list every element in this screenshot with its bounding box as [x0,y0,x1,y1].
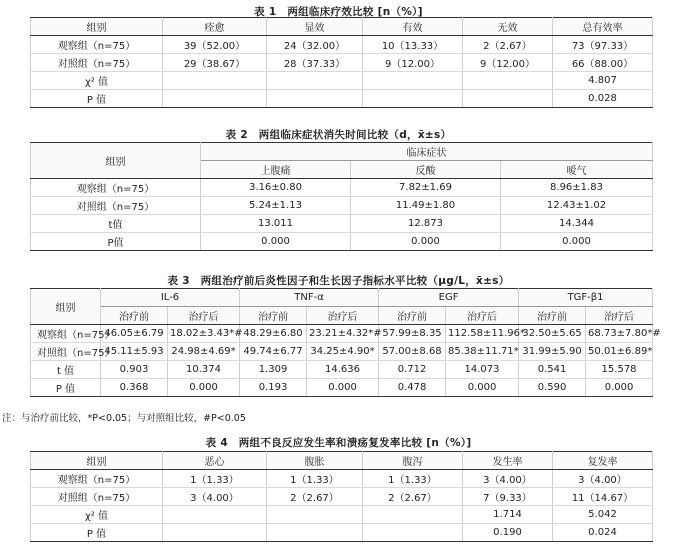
row-label: 对照组（n=75） [31,54,163,72]
table-cell: 14.636 [307,361,379,379]
row-label: 对照组（n=75） [31,488,163,506]
table1-column-header: 无效 [463,18,553,36]
row-label: 观察组（n=75） [31,36,163,54]
table-cell: 3（4.00） [163,488,267,506]
table-cell [267,90,363,108]
table1 [30,17,653,108]
table1-column-header: 组别 [31,18,163,36]
row-label: 对照组（n=75） [31,197,201,215]
table3-group-header: 组别 [31,289,101,325]
table4-column-header: 复发率 [553,452,653,470]
table-cell: 0.478 [379,379,446,397]
table-cell: 23.21±4.32*# [307,325,379,343]
table1-column-header: 痊愈 [163,18,267,36]
table-cell: 0.028 [553,90,653,108]
table-cell: 0.368 [101,379,168,397]
table2-subheader: 反酸 [351,161,501,179]
table3-factor-header: TGF-β1 [519,289,653,307]
table-cell: 11.49±1.80 [351,197,501,215]
table-cell: 0.712 [379,361,446,379]
table-cell: 7.82±1.69 [351,179,501,197]
table-cell: 49.74±6.77 [240,343,307,361]
table-cell [363,90,463,108]
table-cell: 45.11±5.93 [101,343,168,361]
table-cell: 0.000 [201,233,351,251]
table-cell [463,72,553,90]
table-row [31,54,653,72]
row-label: P值 [31,233,201,251]
table-row [31,470,653,488]
table-row [31,90,653,108]
table-cell: 24.98±4.69* [168,343,240,361]
table1-header-row [31,18,653,36]
table-cell: 0.000 [168,379,240,397]
table4-column-header: 腹泻 [363,452,463,470]
table-cell [363,506,463,524]
table-cell: 0.190 [463,524,553,542]
table3-subheader: 治疗后 [168,307,240,325]
table-cell: 57.00±8.68 [379,343,446,361]
table4-column-header: 腹胀 [267,452,363,470]
table-cell: 0.000 [446,379,519,397]
table2-caption: 表 2 两组临床症状消失时间比较（d，x̄±s） [225,129,452,141]
table4-header-row [31,452,653,470]
table-cell: 112.58±11.96* [446,325,519,343]
table-cell: 0.903 [101,361,168,379]
table-cell: 66（88.00） [553,54,653,72]
table-cell: 0.193 [240,379,307,397]
table-cell: 4.807 [553,72,653,90]
table-cell: 9（12.00） [363,54,463,72]
table-cell: 24（32.00） [267,36,363,54]
table3-note: 注：与治疗前比较，*P<0.05；与对照组比较，#P<0.05 [2,413,246,424]
table-cell: 0.000 [307,379,379,397]
table1-column-header: 总有效率 [553,18,653,36]
row-label: 观察组（n=75） [31,470,163,488]
table4-column-header: 恶心 [163,452,267,470]
table-cell [163,524,267,542]
table-row [31,361,653,379]
table-cell: 3.16±0.80 [201,179,351,197]
table4 [30,451,653,542]
table-row [31,488,653,506]
table3-factor-header: IL-6 [101,289,240,307]
table1-column-header: 显效 [267,18,363,36]
table-cell: 39（52.00） [163,36,267,54]
table3-subheader-row [31,307,653,325]
table-cell: 0.024 [553,524,653,542]
table-cell [463,90,553,108]
table-cell: 1.714 [463,506,553,524]
table-cell: 85.38±11.71* [446,343,519,361]
table-cell: 8.96±1.83 [501,179,653,197]
table-cell: 0.590 [519,379,586,397]
table-cell: 57.99±8.35 [379,325,446,343]
table-cell: 1.309 [240,361,307,379]
table-cell: 15.578 [586,361,653,379]
table-cell: 5.042 [553,506,653,524]
table-cell: 28（37.33） [267,54,363,72]
table2-span-header: 临床症状 [201,143,653,161]
table-cell: 9（12.00） [463,54,553,72]
table-row [31,72,653,90]
table-cell: 11（14.67） [553,488,653,506]
row-label: P 值 [31,524,163,542]
table-cell: 1（1.33） [267,470,363,488]
table-row [31,343,653,361]
table-cell [267,72,363,90]
table-cell [163,506,267,524]
table-cell: 14.344 [501,215,653,233]
table-row [31,506,653,524]
table-cell: 12.43±1.02 [501,197,653,215]
table-cell: 1（1.33） [363,470,463,488]
table-cell: 50.01±6.89* [586,343,653,361]
table-cell: 34.25±4.90* [307,343,379,361]
table2-group-header: 组别 [31,143,201,179]
row-label: χ² 值 [31,506,163,524]
table-cell: 0.541 [519,361,586,379]
table-cell [267,506,363,524]
table2-subheader: 嗳气 [501,161,653,179]
table1-column-header: 有效 [363,18,463,36]
table2-header-row [31,143,653,161]
table-cell: 5.24±1.13 [201,197,351,215]
table-row [31,524,653,542]
table-row [31,233,653,251]
table-cell: 0.000 [501,233,653,251]
table-cell [163,72,267,90]
table-row [31,197,653,215]
table3-subheader: 治疗前 [101,307,168,325]
table-cell: 46.05±6.79 [101,325,168,343]
table2 [30,142,653,251]
table-cell: 3（4.00） [463,470,553,488]
table3-factor-header: TNF-α [240,289,379,307]
table3-subheader: 治疗前 [379,307,446,325]
table-cell: 68.73±7.80*# [586,325,653,343]
table-cell: 29（38.67） [163,54,267,72]
table-cell: 48.29±6.80 [240,325,307,343]
table-cell [363,524,463,542]
table-cell: 0.000 [586,379,653,397]
row-label: t 值 [31,361,101,379]
table-cell: 0.000 [351,233,501,251]
table-cell: 12.873 [351,215,501,233]
table-row [31,325,653,343]
table-cell: 2（2.67） [267,488,363,506]
table3-subheader: 治疗前 [240,307,307,325]
table-cell: 18.02±3.43*# [168,325,240,343]
table-cell [363,72,463,90]
table-cell: 1（1.33） [163,470,267,488]
table1-caption: 表 1 两组临床疗效比较 [n（%）] [254,6,423,18]
table-row [31,179,653,197]
table4-column-header: 发生率 [463,452,553,470]
table-row [31,36,653,54]
table-cell: 14.073 [446,361,519,379]
table-cell: 3（4.00） [553,470,653,488]
table3-header-row [31,289,653,307]
table3-subheader: 治疗后 [586,307,653,325]
row-label: 对照组（n=75） [31,343,101,361]
table-row [31,379,653,397]
table-row [31,215,653,233]
table4-caption: 表 4 两组不良反应发生率和溃疡复发率比较 [n（%）] [205,437,472,449]
row-label: t值 [31,215,201,233]
table-cell: 73（97.33） [553,36,653,54]
table-cell [163,90,267,108]
table4-column-header: 组别 [31,452,163,470]
row-label: χ² 值 [31,72,163,90]
row-label: 观察组（n=75） [31,325,101,343]
table-cell: 13.011 [201,215,351,233]
table-cell: 2（2.67） [363,488,463,506]
table-cell [267,524,363,542]
table-cell: 31.99±5.90 [519,343,586,361]
table3-caption: 表 3 两组治疗前后炎性因子和生长因子指标水平比较（μg/L，x̄±s） [167,275,510,287]
table-cell: 7（9.33） [463,488,553,506]
table-cell: 10.374 [168,361,240,379]
row-label: 观察组（n=75） [31,179,201,197]
table3-subheader: 治疗后 [446,307,519,325]
table3-factor-header: EGF [379,289,519,307]
table-cell: 32.50±5.65 [519,325,586,343]
row-label: P 值 [31,379,101,397]
row-label: P 值 [31,90,163,108]
table3-subheader: 治疗后 [307,307,379,325]
table3-subheader: 治疗前 [519,307,586,325]
table2-subheader: 上腹痛 [201,161,351,179]
table3 [30,288,661,397]
table-cell: 2（2.67） [463,36,553,54]
table-cell: 10（13.33） [363,36,463,54]
